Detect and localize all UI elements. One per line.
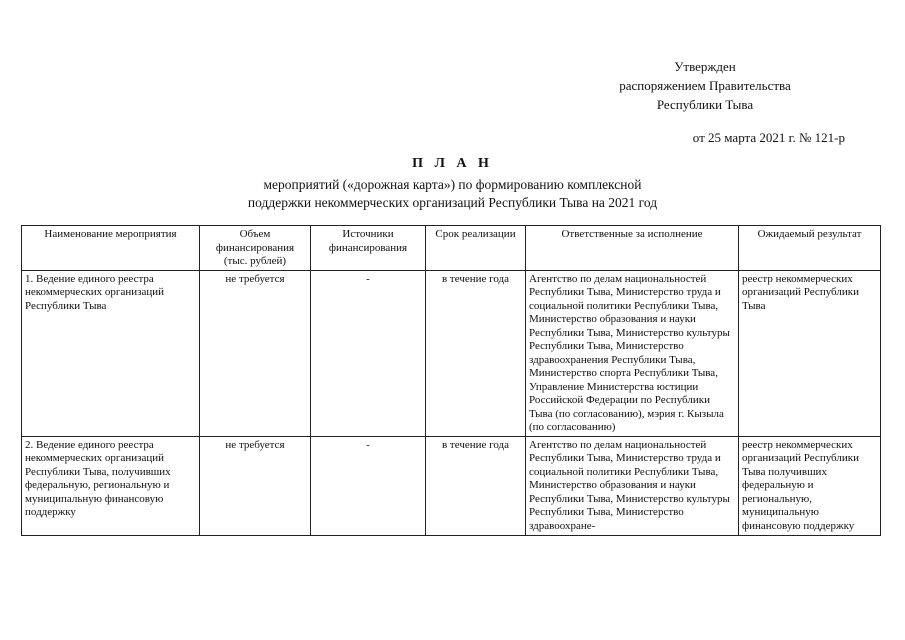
row-responsible [526, 436, 739, 535]
row-funding-sources: - [311, 270, 426, 436]
header-result: Ожидаемый результат [739, 226, 881, 271]
header-period: Срок реализации [426, 226, 526, 271]
row-funding-volume [200, 436, 311, 535]
table-header-row [22, 226, 881, 271]
header-responsible: Ответственные за исполнение [526, 226, 739, 271]
header-funding-volume: Объем финансирования (тыс. рублей) [200, 226, 311, 271]
row-funding-sources [311, 436, 426, 535]
header-name: Наименование мероприятия [22, 226, 200, 271]
row-funding-volume: не требуется [200, 270, 311, 436]
document-title: П Л А Н [412, 156, 493, 171]
row-responsible: Агентство по делам национальностей Республики Тыва, Министерство труда и социальной политики Республики Тыва, Министерство образования и науки Республики Тыва, Министерство культуры Республики Тыва, Министерство здравоохранения Республики Тыва, Министерство спорта Республики Тыва, Управление Министерства юстиции Российской Федерации по Республики Тыва (по согласованию), мэрия г. Кызыла (по согласованию) [526, 270, 739, 436]
row-funding-sources-text: - [366, 438, 370, 451]
document-subtitle [0, 176, 905, 212]
row-name [22, 436, 200, 535]
approval-line-2: распоряжением Правительства [619, 78, 791, 93]
approval-line-3: Республики Тыва [656, 97, 754, 112]
row-result: реестр некоммерческих организаций Республики Тыва [739, 270, 881, 436]
row-period [426, 436, 526, 535]
plan-table [21, 225, 881, 536]
subtitle-line-2: поддержки некоммерческих организаций Республики Тыва на 2021 год [247, 195, 658, 210]
subtitle-line-1: мероприятий («дорожная карта») по формированию комплексной [263, 177, 642, 192]
row-name-text: 2. Ведение единого реестра некоммерческих организаций Республики Тыва, получивших федеральную, региональную и муниципальную финансовую поддержку [25, 438, 171, 518]
approval-date: от 25 марта 2021 г. № 121-р [692, 130, 845, 145]
row-funding-volume-text: не требуется [225, 438, 285, 451]
row-period: в течение года [426, 270, 526, 436]
table-row [22, 436, 881, 535]
approval-line-1: Утвержден [674, 59, 736, 74]
row-responsible-text: Агентство по делам национальностей Республики Тыва, Министерство труда и социальной политики Республики Тыва, Министерство образования и науки Республики Тыва, Министерство культуры Республики Тыва, Министерство здравоохране- [529, 438, 730, 532]
row-period-text: в течение года [441, 438, 510, 451]
table-row [22, 270, 881, 436]
approval-stamp [585, 57, 845, 147]
header-funding-sources: Источники финансирования [311, 226, 426, 271]
row-result [739, 436, 881, 535]
row-result-text: реестр некоммерческих организаций Республики Тыва получивших федеральную и региональную, муниципальную финансовую поддержку [742, 438, 859, 532]
row-name: 1. Ведение единого реестра некоммерческих организаций Республики Тыва [22, 270, 200, 436]
